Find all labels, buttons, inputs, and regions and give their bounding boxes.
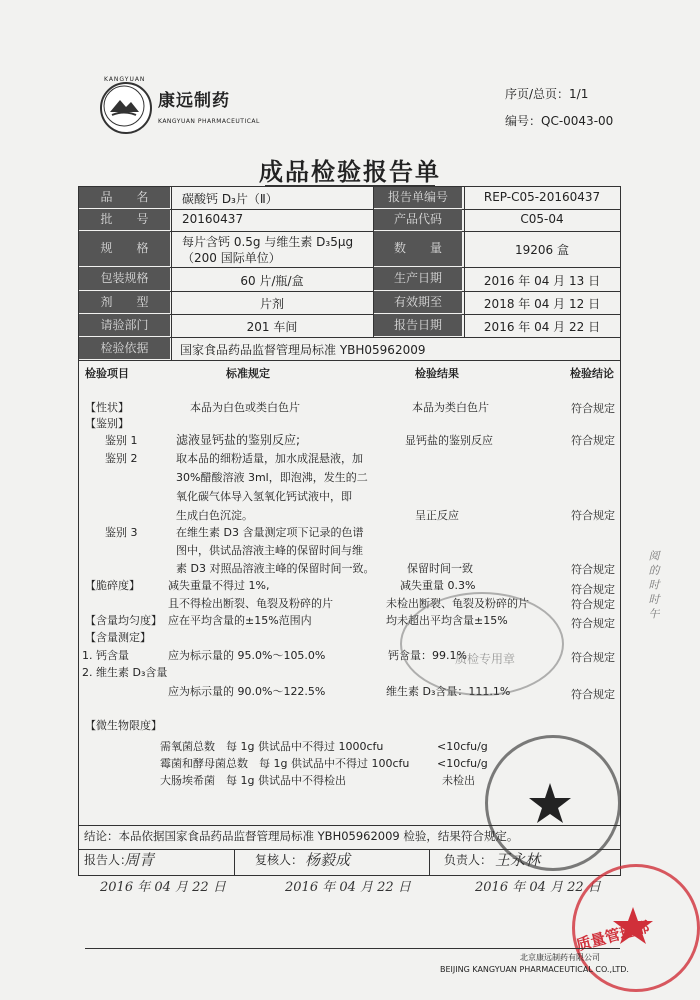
responsible-signature: 王永林 bbox=[495, 851, 541, 869]
label-package: 包装规格 bbox=[79, 267, 170, 290]
date-reporter: 2016 年 04 月 22 日 bbox=[100, 880, 226, 895]
std-id1: 滤液显钙盐的鉴别反应; bbox=[176, 433, 301, 447]
item-id3: 鉴别 3 bbox=[105, 526, 138, 539]
logo-mountain-icon bbox=[102, 84, 146, 128]
std-id2-l3: 氧化碳气体导入氢氧化钙试液中，即 bbox=[176, 490, 352, 503]
value-report-date: 2016 年 04 月 22 日 bbox=[483, 320, 601, 334]
page-title: 成品检验报告单 bbox=[259, 158, 441, 186]
res-id3: 保留时间一致 bbox=[407, 562, 473, 575]
std-id3-l2: 图中，供试品溶液主峰的保留时间与维 bbox=[176, 544, 363, 557]
footer-company-en: BEIJING KANGYUAN PHARMACEUTICAL CO.,LTD. bbox=[440, 965, 629, 974]
item-uniformity: 【含量均匀度】 bbox=[85, 614, 162, 627]
std-id2-l2: 30%醋酸溶液 3ml，即泡沸，发生的二 bbox=[176, 471, 368, 484]
res-assay2: 维生素 D₃含量：111.1% bbox=[386, 685, 511, 698]
value-product-name: 碳酸钙 D₃片（Ⅱ） bbox=[182, 192, 278, 206]
item-assay1: 1. 钙含量 bbox=[82, 649, 129, 662]
res-friability-l2: 未检出断裂、龟裂及粉碎的片 bbox=[386, 597, 529, 610]
conclusion-text: 结论：本品依据国家食品药品监督管理局标准 YBH05962009 检验，结果符合规定。 bbox=[84, 829, 519, 843]
value-spec: 每片含钙 0.5g 与维生素 D₃5μg（200 国际单位） bbox=[182, 235, 354, 265]
res-micro3: 未检出 bbox=[442, 774, 475, 787]
std-appearance: 本品为白色或类白色片 bbox=[190, 401, 300, 414]
label-production-date: 生产日期 bbox=[374, 267, 462, 290]
footer-divider bbox=[85, 948, 620, 949]
reporter-label: 报告人： bbox=[84, 853, 133, 867]
label-spec: 规 格 bbox=[79, 231, 170, 266]
res-id1: 显钙盐的鉴别反应 bbox=[405, 434, 493, 447]
value-package: 60 片/瓶/盒 bbox=[240, 274, 304, 288]
col-conclusion: 检验结论 bbox=[570, 367, 614, 380]
item-micro: 【微生物限度】 bbox=[85, 719, 162, 732]
label-department: 请验部门 bbox=[79, 314, 170, 336]
reviewer-signature: 杨毅成 bbox=[305, 851, 351, 869]
std-micro2: 霉菌和酵母菌总数 每 1g 供试品中不得过 100cfu bbox=[160, 757, 410, 770]
std-micro1: 需氧菌总数 每 1g 供试品中不得过 1000cfu bbox=[160, 740, 384, 753]
company-name: 康远制药 bbox=[158, 91, 230, 111]
std-id2-l1: 取本品的细粉适量，加水成混悬液，加 bbox=[176, 452, 363, 465]
res-appearance: 本品为类白色片 bbox=[412, 401, 489, 414]
company-name-en: KANGYUAN PHARMACEUTICAL bbox=[158, 118, 260, 125]
qc-stamp bbox=[400, 592, 564, 696]
company-logo bbox=[100, 82, 152, 134]
value-quantity: 19206 盒 bbox=[515, 243, 569, 257]
value-dosage-form: 片剂 bbox=[259, 297, 284, 311]
con-assay2: 符合规定 bbox=[571, 688, 615, 701]
item-id1: 鉴别 1 bbox=[105, 434, 138, 447]
col-standard: 标准规定 bbox=[226, 367, 270, 380]
res-micro1: <10cfu/g bbox=[437, 740, 488, 753]
con-id2: 符合规定 bbox=[571, 509, 615, 522]
company-stamp bbox=[485, 735, 621, 871]
value-product-code: C05-04 bbox=[520, 212, 564, 226]
date-reviewer: 2016 年 04 月 22 日 bbox=[285, 880, 411, 895]
margin-notes: 阅 的 时 时 午 bbox=[647, 550, 660, 619]
res-id2: 呈正反应 bbox=[415, 509, 459, 522]
con-appearance: 符合规定 bbox=[571, 402, 615, 415]
std-assay1: 应为标示量的 95.0%～105.0% bbox=[168, 649, 326, 662]
label-batch: 批 号 bbox=[79, 209, 170, 230]
col-item: 检验项目 bbox=[85, 367, 129, 380]
qc-stamp-text: 质检专用章 bbox=[455, 652, 516, 666]
doc-number: 编号：QC-0043-00 bbox=[505, 114, 614, 128]
label-dosage-form: 剂 型 bbox=[79, 291, 170, 313]
label-expiry: 有效期至 bbox=[374, 291, 462, 313]
res-friability-l1: 减失重量 0.3% bbox=[400, 579, 476, 592]
res-uniformity: 均未超出平均含量±15% bbox=[386, 614, 508, 627]
std-friability-l1: 减失重量不得过 1%, bbox=[168, 579, 270, 592]
page-info: 序页/总页：1/1 bbox=[505, 87, 589, 101]
label-product-name: 品 名 bbox=[79, 187, 170, 208]
con-id1: 符合规定 bbox=[571, 434, 615, 447]
std-assay2: 应为标示量的 90.0%～122.5% bbox=[168, 685, 326, 698]
std-micro3: 大肠埃希菌 每 1g 供试品中不得检出 bbox=[160, 774, 346, 787]
res-assay1: 钙含量：99.1% bbox=[388, 649, 467, 662]
reviewer-label: 复核人： bbox=[255, 853, 304, 867]
item-id2: 鉴别 2 bbox=[105, 452, 138, 465]
con-id3: 符合规定 bbox=[571, 563, 615, 576]
std-friability-l2: 且不得检出断裂、龟裂及粉碎的片 bbox=[168, 597, 333, 610]
reporter-signature: 周青 bbox=[124, 851, 155, 869]
label-product-code: 产品代码 bbox=[374, 209, 462, 230]
item-friability: 【脆碎度】 bbox=[85, 579, 140, 592]
responsible-label: 负责人： bbox=[444, 853, 493, 867]
col-result: 检验结果 bbox=[415, 367, 459, 380]
item-assay2: 2. 维生素 D₃含量 bbox=[82, 666, 168, 679]
con-uniformity: 符合规定 bbox=[571, 617, 615, 630]
label-quantity: 数 量 bbox=[374, 231, 462, 266]
std-id3-l3: 素 D3 对照品溶液主峰的保留时间一致。 bbox=[176, 562, 375, 575]
value-expiry: 2018 年 04 月 12 日 bbox=[483, 297, 601, 311]
std-id3-l1: 在维生素 D3 含量测定项下记录的色谱 bbox=[176, 526, 364, 539]
value-department: 201 车间 bbox=[246, 320, 298, 334]
label-basis: 检验依据 bbox=[79, 337, 170, 359]
red-stamp-text: 质量管理部 bbox=[574, 917, 652, 955]
value-production-date: 2016 年 04 月 13 日 bbox=[483, 274, 601, 288]
value-batch: 20160437 bbox=[182, 212, 244, 226]
value-report-number: REP-C05-20160437 bbox=[483, 190, 601, 204]
value-basis: 国家食品药品监督管理局标准 YBH05962009 bbox=[180, 343, 426, 357]
logo-text: KANGYUAN bbox=[104, 76, 146, 83]
label-report-date: 报告日期 bbox=[374, 314, 462, 336]
item-appearance: 【性状】 bbox=[85, 401, 129, 414]
item-identification: 【鉴别】 bbox=[85, 417, 129, 430]
label-report-number: 报告单编号 bbox=[374, 187, 462, 208]
con-friability-l1: 符合规定 bbox=[571, 583, 615, 596]
item-assay: 【含量测定】 bbox=[85, 631, 151, 644]
footer-company-cn: 北京康远制药有限公司 bbox=[520, 953, 600, 962]
std-id2-l4: 生成白色沉淀。 bbox=[176, 509, 253, 522]
con-friability-l2: 符合规定 bbox=[571, 598, 615, 611]
con-assay1: 符合规定 bbox=[571, 651, 615, 664]
star-icon bbox=[488, 738, 618, 868]
std-uniformity: 应在平均含量的±15%范围内 bbox=[168, 614, 312, 627]
res-micro2: <10cfu/g bbox=[437, 757, 488, 770]
date-responsible: 2016 年 04 月 22 日 bbox=[475, 880, 601, 895]
